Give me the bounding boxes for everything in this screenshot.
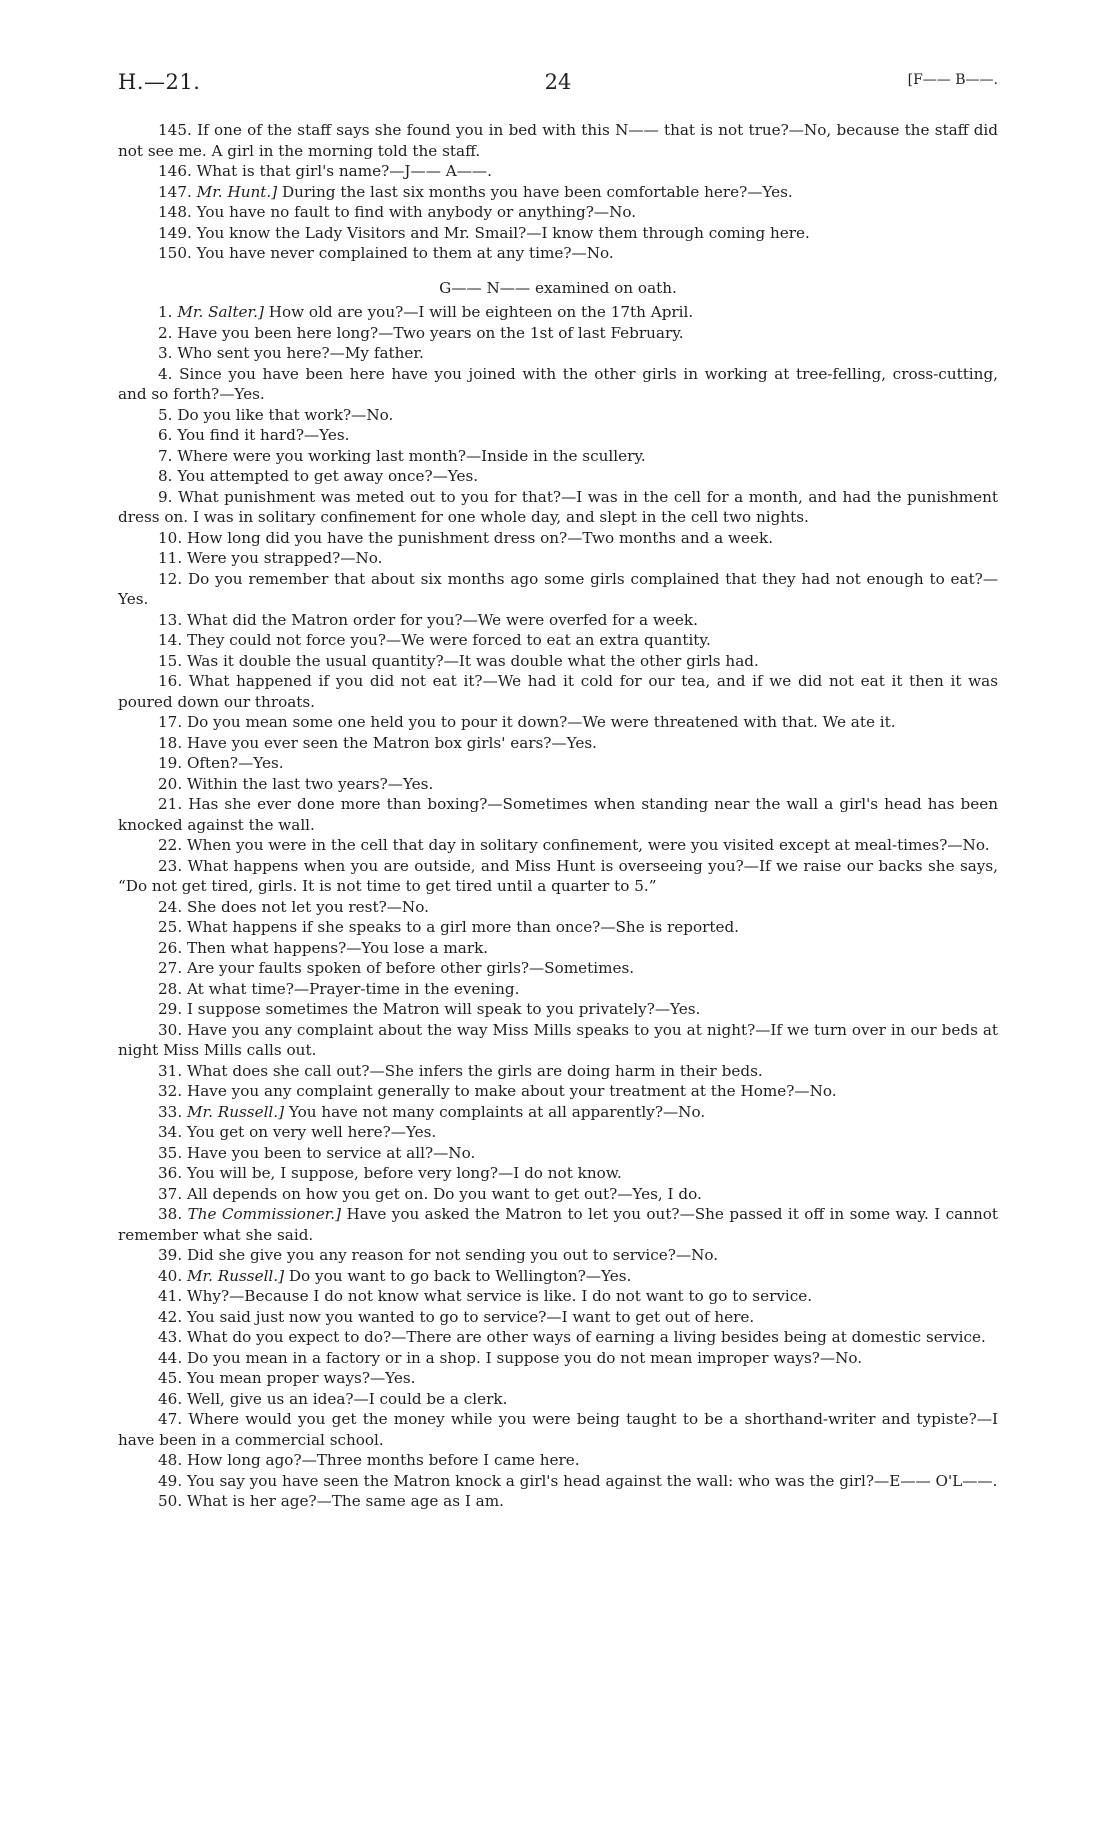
- question-answer-paragraph: [118, 1163, 998, 1184]
- question-answer-text: All depends on how you get on. Do you want to get out?—Yes, I do.: [186, 1184, 702, 1203]
- question-answer-paragraph: [118, 1081, 998, 1102]
- question-number: 22.: [158, 836, 183, 854]
- question-answer-paragraph: [118, 1286, 998, 1307]
- question-number: 28.: [158, 979, 183, 998]
- question-number: 21.: [158, 795, 183, 813]
- question-number: 146.: [158, 162, 192, 180]
- question-number: 8.: [158, 467, 173, 485]
- question-answer-paragraph: [118, 1389, 998, 1410]
- question-answer-paragraph: [118, 243, 998, 264]
- question-answer-paragraph: [118, 712, 998, 733]
- question-answer-text: She does not let you rest?—No.: [186, 897, 429, 916]
- question-answer-paragraph: [118, 405, 998, 426]
- question-number: 40.: [158, 1266, 183, 1285]
- question-answer-paragraph: [118, 182, 998, 203]
- question-answer-text: You said just now you wanted to go to service?—I want to get out of here.: [186, 1307, 755, 1326]
- question-answer-text: Do you mean some one held you to pour it down?—We were threatened with that. We ate it.: [186, 713, 896, 731]
- question-answer-text: Were you strapped?—No.: [186, 549, 383, 567]
- question-number: 19.: [158, 754, 183, 772]
- question-answer-paragraph: [118, 466, 998, 487]
- question-answer-text: Who sent you here?—My father.: [177, 344, 424, 362]
- question-answer-text: Why?—Because I do not know what service is like. I do not want to go to service.: [186, 1287, 813, 1305]
- question-number: 149.: [158, 223, 192, 242]
- question-answer-paragraph: [118, 223, 998, 244]
- question-answer-text: What do you expect to do?—There are other ways of earning a living besides being at domestic service.: [186, 1328, 986, 1346]
- question-answer-text: You attempted to get away once?—Yes.: [177, 467, 479, 485]
- question-answer-text: What happens if she speaks to a girl more than once?—She is reported.: [186, 918, 740, 936]
- question-answer-paragraph: [118, 1409, 998, 1450]
- speaker-name: Mr. Russell.]: [186, 1266, 285, 1285]
- question-number: 7.: [158, 446, 173, 465]
- question-answer-text: Have you ever seen the Matron box girls' ears?—Yes.: [186, 733, 597, 752]
- question-number: 35.: [158, 1143, 183, 1162]
- question-number: 2.: [158, 323, 173, 342]
- question-number: 6.: [158, 426, 173, 444]
- question-answer-text: How long ago?—Three months before I came here.: [186, 1451, 580, 1469]
- question-number: 31.: [158, 1061, 183, 1080]
- question-answer-paragraph: [118, 1245, 998, 1266]
- question-answer-paragraph: [118, 1266, 998, 1287]
- question-answer-paragraph: [118, 753, 998, 774]
- question-number: 16.: [158, 672, 183, 690]
- question-number: 11.: [158, 549, 183, 567]
- question-answer-text: You have never complained to them at any time?—No.: [196, 244, 614, 262]
- question-answer-text: Have you asked the Matron to let you out?—She passed it off in some way. I cannot remember what she said.: [118, 1205, 999, 1244]
- question-number: 34.: [158, 1123, 183, 1141]
- question-answer-text: Have you been to service at all?—No.: [186, 1143, 476, 1162]
- question-number: 41.: [158, 1287, 183, 1305]
- question-answer-text: Well, give us an idea?—I could be a clerk.: [186, 1389, 508, 1408]
- question-answer-text: Since you have been here have you joined with the other girls in working at tree-felling, cross-cutting, and so forth?—Yes.: [118, 364, 998, 403]
- question-number: 46.: [158, 1389, 183, 1408]
- question-answer-paragraph: [118, 1327, 998, 1348]
- question-answer-paragraph: [118, 1368, 998, 1389]
- question-number: 48.: [158, 1451, 183, 1469]
- question-number: 18.: [158, 733, 183, 752]
- question-number: 49.: [158, 1471, 183, 1490]
- document-reference: H.—21.: [118, 70, 201, 94]
- question-answer-paragraph: [118, 610, 998, 631]
- question-answer-paragraph: [118, 302, 998, 323]
- page-header: [118, 70, 998, 98]
- question-answer-paragraph: [118, 1204, 998, 1245]
- question-number: 5.: [158, 405, 173, 424]
- question-answer-text: What is her age?—The same age as I am.: [186, 1492, 504, 1510]
- question-answer-text: If one of the staff says she found you in bed with this N—— that is not true?—No, because the staff did not see me. A girl in the morning told the staff.: [118, 121, 999, 160]
- question-answer-paragraph: [118, 733, 998, 754]
- question-answer-paragraph: [118, 630, 998, 651]
- question-answer-text: Has she ever done more than boxing?—Sometimes when standing near the wall a girl's head has been knocked against the wall.: [118, 795, 998, 834]
- question-number: 150.: [158, 244, 192, 262]
- question-answer-paragraph: [118, 671, 998, 712]
- question-answer-paragraph: [118, 548, 998, 569]
- question-answer-text: You will be, I suppose, before very long?—I do not know.: [186, 1164, 622, 1182]
- question-answer-text: What happened if you did not eat it?—We had it cold for our tea, and if we did not eat it then it was poured down our throats.: [118, 672, 999, 711]
- question-number: 42.: [158, 1307, 183, 1326]
- question-answer-text: You have not many complaints at all apparently?—No.: [288, 1102, 706, 1121]
- question-answer-text: Often?—Yes.: [186, 754, 284, 772]
- question-number: 24.: [158, 897, 183, 916]
- question-number: 26.: [158, 938, 183, 957]
- question-number: 148.: [158, 203, 192, 221]
- question-answer-paragraph: [118, 1102, 998, 1123]
- question-answer-paragraph: [118, 1061, 998, 1082]
- speaker-name: The Commissioner.]: [187, 1205, 342, 1223]
- question-answer-paragraph: [118, 835, 998, 856]
- question-number: 39.: [158, 1246, 183, 1264]
- speaker-name: Mr. Salter.]: [177, 303, 264, 321]
- question-answer-text: During the last six months you have been comfortable here?—Yes.: [281, 182, 793, 201]
- question-answer-text: Do you like that work?—No.: [177, 405, 394, 424]
- question-answer-text: What does she call out?—She infers the girls are doing harm in their beds.: [186, 1061, 763, 1080]
- question-number: 47.: [158, 1410, 183, 1428]
- question-answer-paragraph: [118, 364, 998, 405]
- question-number: 1.: [158, 303, 173, 321]
- question-answer-paragraph: [118, 917, 998, 938]
- question-answer-paragraph: [118, 938, 998, 959]
- question-answer-paragraph: [118, 202, 998, 223]
- question-answer-text: When you were in the cell that day in solitary confinement, were you visited except at meal-times?—No.: [186, 836, 990, 854]
- question-answer-paragraph: [118, 1450, 998, 1471]
- question-number: 29.: [158, 1000, 183, 1018]
- question-answer-text: Was it double the usual quantity?—It was double what the other girls had.: [186, 651, 759, 670]
- question-answer-text: Where would you get the money while you were being taught to be a shorthand-writer and typiste?—I have been in a commercial school.: [118, 1410, 998, 1449]
- question-answer-text: You have no fault to find with anybody or anything?—No.: [196, 203, 637, 221]
- question-number: 14.: [158, 631, 183, 649]
- question-answer-paragraph: [118, 1122, 998, 1143]
- question-answer-text: Did she give you any reason for not sending you out to service?—No.: [186, 1246, 719, 1264]
- question-answer-text: Do you remember that about six months ago some girls complained that they had not enough to eat?—Yes.: [118, 569, 999, 608]
- question-answer-text: I suppose sometimes the Matron will speak to you privately?—Yes.: [186, 1000, 701, 1018]
- question-answer-paragraph: [118, 446, 998, 467]
- question-number: 10.: [158, 528, 183, 547]
- question-answer-paragraph: [118, 1348, 998, 1369]
- page-number: 24: [544, 70, 572, 94]
- question-answer-paragraph: [118, 528, 998, 549]
- question-number: 13.: [158, 610, 183, 629]
- question-answer-text: What is that girl's name?—J—— A——.: [196, 162, 492, 180]
- question-answer-paragraph: [118, 856, 998, 897]
- question-number: 15.: [158, 651, 183, 670]
- question-number: 25.: [158, 918, 183, 936]
- testimony-block-previous-witness: [118, 120, 998, 264]
- question-answer-paragraph: [118, 794, 998, 835]
- question-number: 20.: [158, 774, 183, 793]
- testimony-block-g-n: [118, 302, 998, 1512]
- question-answer-text: Do you mean in a factory or in a shop. I suppose you do not mean improper ways?—No.: [186, 1348, 863, 1367]
- question-number: 44.: [158, 1348, 183, 1367]
- section-heading: G—— N—— examined on oath.: [439, 278, 677, 297]
- question-answer-paragraph: [118, 1143, 998, 1164]
- running-head: [F—— B——.: [907, 72, 998, 88]
- question-number: 32.: [158, 1082, 183, 1100]
- question-answer-text: Are your faults spoken of before other girls?—Sometimes.: [186, 959, 635, 977]
- question-number: 30.: [158, 1020, 183, 1039]
- question-number: 3.: [158, 344, 173, 362]
- question-number: 23.: [158, 856, 183, 875]
- question-number: 145.: [158, 121, 192, 139]
- question-answer-paragraph: [118, 425, 998, 446]
- question-answer-paragraph: [118, 1184, 998, 1205]
- question-answer-paragraph: [118, 999, 998, 1020]
- question-answer-paragraph: [118, 569, 998, 610]
- question-answer-text: You know the Lady Visitors and Mr. Smail?—I know them through coming here.: [196, 223, 810, 242]
- question-number: 33.: [158, 1102, 183, 1121]
- question-number: 4.: [158, 364, 173, 383]
- question-answer-paragraph: [118, 774, 998, 795]
- question-number: 27.: [158, 959, 183, 977]
- question-number: 17.: [158, 713, 183, 731]
- question-answer-text: Have you any complaint about the way Miss Mills speaks to you at night?—If we turn over in our beds at night Miss Mills calls out.: [118, 1020, 998, 1059]
- question-answer-paragraph: [118, 323, 998, 344]
- question-answer-text: Have you any complaint generally to make about your treatment at the Home?—No.: [186, 1082, 837, 1100]
- question-answer-text: Where were you working last month?—Inside in the scullery.: [177, 446, 646, 465]
- question-number: 43.: [158, 1328, 183, 1346]
- question-number: 12.: [158, 569, 183, 588]
- question-number: 36.: [158, 1164, 183, 1182]
- question-answer-text: What did the Matron order for you?—We were overfed for a week.: [186, 610, 698, 629]
- question-answer-paragraph: [118, 958, 998, 979]
- question-answer-paragraph: [118, 343, 998, 364]
- question-answer-text: You mean proper ways?—Yes.: [186, 1369, 416, 1387]
- speaker-name: Mr. Russell.]: [186, 1102, 285, 1121]
- question-number: 50.: [158, 1492, 183, 1510]
- question-number: 9.: [158, 487, 173, 506]
- speaker-name: Mr. Hunt.]: [196, 182, 278, 201]
- question-number: 147.: [158, 182, 192, 201]
- question-number: 37.: [158, 1184, 183, 1203]
- question-answer-text: Have you been here long?—Two years on the 1st of last February.: [177, 323, 684, 342]
- question-answer-text: What punishment was meted out to you for that?—I was in the cell for a month, and had the punishment dress on. I was in solitary confinement for one whole day, and slept in the cell two nights.: [118, 487, 998, 526]
- question-answer-paragraph: [118, 897, 998, 918]
- question-answer-text: You say you have seen the Matron knock a girl's head against the wall: who was the girl?—E—— O'L——.: [186, 1471, 998, 1490]
- question-answer-text: At what time?—Prayer-time in the evening.: [186, 979, 520, 998]
- question-answer-paragraph: [118, 487, 998, 528]
- question-number: 38.: [158, 1205, 183, 1223]
- question-answer-text: How long did you have the punishment dress on?—Two months and a week.: [186, 528, 774, 547]
- question-number: 45.: [158, 1369, 183, 1387]
- question-answer-text: Within the last two years?—Yes.: [186, 774, 434, 793]
- question-answer-text: How old are you?—I will be eighteen on the 17th April.: [268, 303, 694, 321]
- question-answer-text: Then what happens?—You lose a mark.: [186, 938, 489, 957]
- question-answer-text: They could not force you?—We were forced to eat an extra quantity.: [186, 631, 711, 649]
- question-answer-text: What happens when you are outside, and Miss Hunt is overseeing you?—If we raise our backs she says, “Do not get tired, girls. It is not time to get tired until a quarter to 5.”: [118, 856, 999, 895]
- question-answer-text: You find it hard?—Yes.: [177, 426, 350, 444]
- question-answer-paragraph: [118, 1307, 998, 1328]
- question-answer-paragraph: [118, 651, 998, 672]
- question-answer-paragraph: [118, 120, 998, 161]
- question-answer-text: You get on very well here?—Yes.: [186, 1123, 437, 1141]
- question-answer-paragraph: [118, 1491, 998, 1512]
- question-answer-paragraph: [118, 979, 998, 1000]
- question-answer-paragraph: [118, 1471, 998, 1492]
- question-answer-paragraph: [118, 161, 998, 182]
- question-answer-text: Do you want to go back to Wellington?—Yes.: [288, 1266, 632, 1285]
- question-answer-paragraph: [118, 1020, 998, 1061]
- document-body: [118, 120, 998, 1512]
